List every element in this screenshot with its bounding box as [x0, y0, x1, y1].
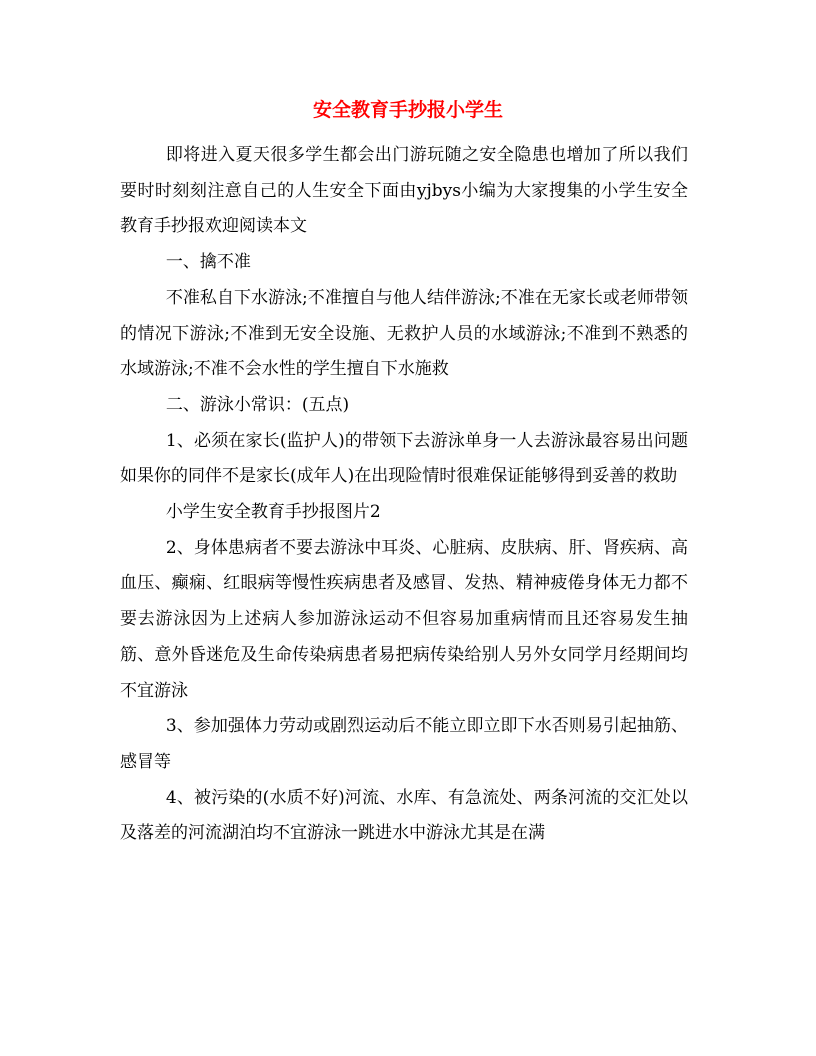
intro-paragraph: 即将进入夏天很多学生都会出门游玩随之安全隐患也增加了所以我们要时时刻刻注意自己的人生安全下面由yjbys小编为大家搜集的小学生安全教育手抄报欢迎阅读本文	[120, 145, 688, 237]
tip-paragraph-4: 4、被污染的(水质不好)河流、水库、有急流处、两条河流的交汇处以及落差的河流湖泊均不宜游泳一跳进水中游泳尤其是在满	[120, 787, 688, 844]
tip-paragraph-3: 3、参加强体力劳动或剧烈运动后不能立即立即下水否则易引起抽筋、感冒等	[120, 716, 688, 772]
document-title: 安全教育手抄报小学生	[312, 99, 503, 121]
tip-paragraph-1: 1、必须在家长(监护人)的带领下去游泳单身一人去游泳最容易出问题如果你的同伴不是家长(成年人)在出现险情时很难保证能够得到妥善的救助	[120, 430, 688, 487]
rules-paragraph: 不准私自下水游泳;不准擅自与他人结伴游泳;不准在无家长或老师带领的情况下游泳;不准到无安全设施、无救护人员的水域游泳;不准到不熟悉的水域游泳;不准不会水性的学生擅自下水施救	[120, 287, 688, 380]
section-heading-rules: 一、擒不准	[165, 252, 251, 273]
tip-paragraph-2: 2、身体患病者不要去游泳中耳炎、心脏病、皮肤病、肝、肾疾病、高血压、癫痫、红眼病等慢性疾病患者及感冒、发热、精神疲倦身体无力都不要去游泳因为上述病人参加游泳运动不但容易加重病情而且还容易发生抽筋、意外昏迷危及生命传染病患者易把病传染给别人另外女同学月经期间均不宜游泳	[120, 537, 688, 701]
document-body	[120, 138, 688, 852]
section-heading-tips: 二、游泳小常识：(五点)	[165, 394, 350, 415]
image-caption: 小学生安全教育手抄报图片2	[165, 502, 381, 523]
